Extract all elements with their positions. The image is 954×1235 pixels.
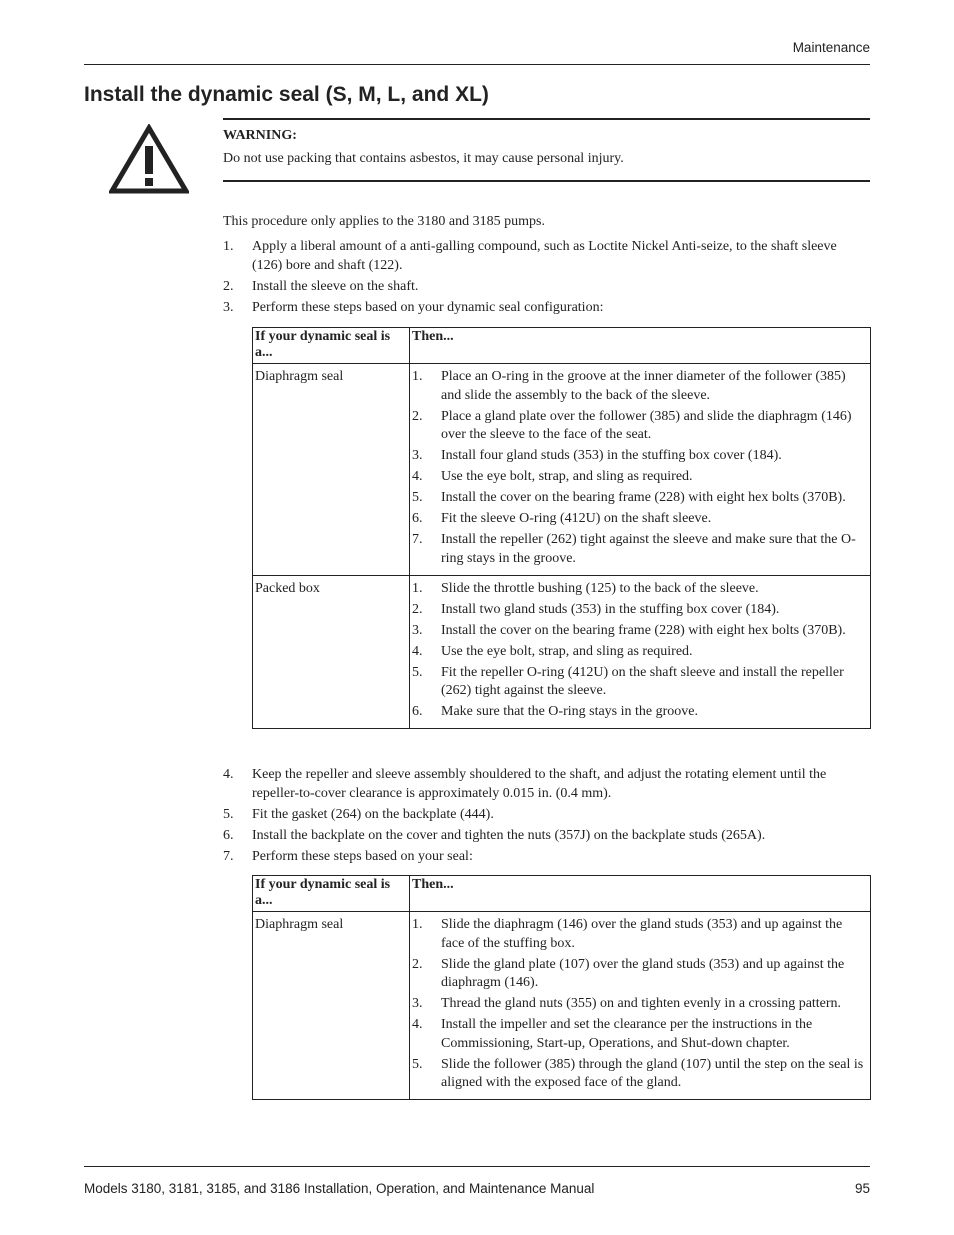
step-text: Slide the follower (385) through the gland (107) until the step on the seal is aligned with the exposed face of the gland. xyxy=(441,1056,864,1090)
list-item xyxy=(412,664,868,701)
step-number: 5. xyxy=(412,1056,423,1072)
list-item xyxy=(412,447,868,466)
row-steps-cell xyxy=(410,575,871,729)
step-text: Install the impeller and set the clearance per the instructions in the Commissioning, Start-up, Operations, and Shut-down chapter. xyxy=(441,1017,813,1051)
step-text: Fit the gasket (264) on the backplate (444). xyxy=(252,807,494,822)
sub-steps-list xyxy=(412,368,868,568)
steps-list-b xyxy=(223,765,863,868)
sub-steps-list xyxy=(412,916,868,1093)
list-item xyxy=(223,298,863,317)
list-item xyxy=(223,826,863,845)
list-item xyxy=(223,237,863,275)
step-text: Install the cover on the bearing frame (228) with eight hex bolts (370B). xyxy=(441,490,846,505)
page-title: Install the dynamic seal (S, M, L, and XL) xyxy=(84,83,489,106)
list-item xyxy=(412,1016,868,1053)
table-row xyxy=(253,575,871,729)
step-text: Perform these steps based on your seal: xyxy=(252,849,473,864)
step-number: 4. xyxy=(223,767,234,782)
header-section-label: Maintenance xyxy=(792,40,870,55)
warning-text: Do not use packing that contains asbestos, it may cause personal injury. xyxy=(223,151,624,166)
step-number: 1. xyxy=(412,917,423,932)
column-header-seal: If your dynamic seal is a... xyxy=(253,876,410,912)
step-number: 4. xyxy=(412,1017,423,1032)
list-item xyxy=(412,489,868,508)
step-number: 6. xyxy=(412,511,423,526)
step-text: Install the sleeve on the shaft. xyxy=(252,279,419,294)
step-number: 5. xyxy=(412,490,423,505)
step-text: Apply a liberal amount of a anti-galling compound, such as Loctite Nickel Anti-seize, to the shaft sleeve (126) bore and shaft (122). xyxy=(252,239,837,273)
step-number: 6. xyxy=(223,828,234,843)
step-number: 5. xyxy=(223,807,234,822)
page-number: 95 xyxy=(854,1181,870,1196)
row-label: Diaphragm seal xyxy=(253,364,410,576)
step-number: 5. xyxy=(412,664,423,680)
footer-manual-title: Models 3180, 3181, 3185, and 3186 Installation, Operation, and Maintenance Manual xyxy=(84,1181,595,1196)
step-number: 2. xyxy=(412,601,423,617)
step-text: Fit the sleeve O-ring (412U) on the shaft sleeve. xyxy=(441,511,712,526)
step-number: 6. xyxy=(412,704,423,719)
step-text: Install four gland studs (353) in the stuffing box cover (184). xyxy=(441,448,782,463)
list-item xyxy=(412,580,868,599)
step-text: Fit the repeller O-ring (412U) on the shaft sleeve and install the repeller (262) tight against the sleeve. xyxy=(441,664,844,698)
step-text: Place a gland plate over the follower (385) and slide the diaphragm (146) over the sleeve to the face of the seat. xyxy=(441,408,852,442)
intro-text: This procedure only applies to the 3180 and 3185 pumps. xyxy=(223,214,545,229)
step-text: Thread the gland nuts (355) on and tighten evenly in a crossing pattern. xyxy=(441,996,842,1011)
warning-bottom-rule xyxy=(223,180,870,182)
list-item xyxy=(412,601,868,620)
column-header-then: Then... xyxy=(410,876,871,912)
step-number: 1. xyxy=(412,369,423,384)
list-item xyxy=(412,956,868,993)
step-text: Slide the diaphragm (146) over the gland studs (353) and up against the face of the stuffing box. xyxy=(441,917,843,951)
step-number: 4. xyxy=(412,643,423,659)
list-item xyxy=(223,805,863,824)
warning-top-rule xyxy=(223,118,870,120)
step-number: 3. xyxy=(412,448,423,463)
step-number: 3. xyxy=(223,300,234,315)
step-number: 7. xyxy=(223,849,234,864)
step-text: Keep the repeller and sleeve assembly shouldered to the shaft, and adjust the rotating element until the repeller-to-cover clearance is approximately 0.015 in. (0.4 mm). xyxy=(252,767,827,801)
step-text: Perform these steps based on your dynamic seal configuration: xyxy=(252,300,604,315)
list-item xyxy=(223,765,863,803)
step-text: Make sure that the O-ring stays in the groove. xyxy=(441,704,698,719)
row-steps-cell xyxy=(410,912,871,1100)
list-item xyxy=(412,408,868,445)
warning-triangle-icon xyxy=(109,124,189,194)
step-number: 4. xyxy=(412,469,423,484)
step-text: Install two gland studs (353) in the stuffing box cover (184). xyxy=(441,601,780,617)
table-row xyxy=(253,912,871,1100)
row-label: Diaphragm seal xyxy=(253,912,410,1100)
list-item xyxy=(412,1056,868,1093)
step-text: Install the backplate on the cover and tighten the nuts (357J) on the backplate studs (265A). xyxy=(252,828,766,843)
column-header-seal: If your dynamic seal is a... xyxy=(253,328,410,364)
list-item xyxy=(412,510,868,529)
table-header-row xyxy=(253,328,871,364)
list-item xyxy=(412,368,868,405)
step-text: Install the repeller (262) tight against the sleeve and make sure that the O-ring stays in the groove. xyxy=(441,532,856,566)
step-number: 7. xyxy=(412,532,423,547)
row-steps-cell xyxy=(410,364,871,576)
list-item xyxy=(412,995,868,1014)
list-item xyxy=(412,643,868,662)
step-text: Use the eye bolt, strap, and sling as required. xyxy=(441,643,693,659)
column-header-then: Then... xyxy=(410,328,871,364)
list-item xyxy=(412,916,868,953)
step-text: Use the eye bolt, strap, and sling as required. xyxy=(441,469,693,484)
header-rule xyxy=(84,64,870,65)
step-text: Place an O-ring in the groove at the inner diameter of the follower (385) and slide the assembly to the back of the sleeve. xyxy=(441,369,846,403)
table-row xyxy=(253,364,871,576)
list-item xyxy=(412,468,868,487)
step-text: Install the cover on the bearing frame (228) with eight hex bolts (370B). xyxy=(441,622,846,638)
list-item xyxy=(412,531,868,568)
step-number: 3. xyxy=(412,996,423,1011)
warning-label: WARNING: xyxy=(223,128,297,143)
list-item xyxy=(223,847,863,866)
procedure-table-1 xyxy=(252,327,871,729)
step-text: Slide the throttle bushing (125) to the back of the sleeve. xyxy=(441,580,759,596)
step-number: 1. xyxy=(223,239,234,254)
step-number: 2. xyxy=(412,408,423,424)
sub-steps-list xyxy=(412,580,868,722)
step-number: 1. xyxy=(412,580,423,596)
step-number: 2. xyxy=(223,279,234,294)
list-item xyxy=(412,703,868,722)
step-number: 3. xyxy=(412,622,423,638)
row-label: Packed box xyxy=(253,575,410,729)
procedure-table-2 xyxy=(252,875,871,1100)
list-item xyxy=(412,622,868,641)
footer-rule xyxy=(84,1166,870,1167)
steps-list-a xyxy=(223,237,863,319)
step-text: Slide the gland plate (107) over the gland studs (353) and up against the diaphragm (146). xyxy=(441,956,845,990)
table-header-row xyxy=(253,876,871,912)
list-item xyxy=(223,277,863,296)
step-number: 2. xyxy=(412,956,423,972)
